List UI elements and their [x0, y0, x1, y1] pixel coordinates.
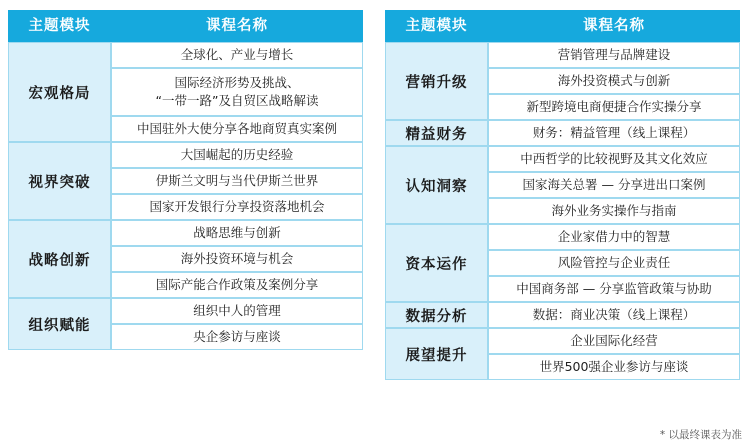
table-row: [385, 42, 740, 68]
left-curriculum-table: [8, 10, 363, 350]
module-cell: 营销升级: [385, 42, 488, 120]
course-cell: 大国崛起的历史经验: [111, 142, 363, 168]
course-cell: 中国驻外大使分享各地商贸真实案例: [111, 116, 363, 142]
header-module: 主题模块: [8, 10, 111, 42]
course-cell: 营销管理与品牌建设: [488, 42, 740, 68]
course-cell: 国际产能合作政策及案例分享: [111, 272, 363, 298]
module-cell: 宏观格局: [8, 42, 111, 142]
right-curriculum-table: [385, 10, 740, 380]
course-cell: 数据：商业决策（线上课程）: [488, 302, 740, 328]
course-cell: 企业家借力中的智慧: [488, 224, 740, 250]
left-table-body: [8, 42, 363, 350]
table-header-row: [8, 10, 363, 42]
course-cell: 财务：精益管理（线上课程）: [488, 120, 740, 146]
module-cell: 组织赋能: [8, 298, 111, 350]
module-cell: 资本运作: [385, 224, 488, 302]
course-cell: 组织中人的管理: [111, 298, 363, 324]
course-cell: 国家开发银行分享投资落地机会: [111, 194, 363, 220]
header-module: 主题模块: [385, 10, 488, 42]
table-header-row: [385, 10, 740, 42]
course-cell: 战略思维与创新: [111, 220, 363, 246]
table-row: [385, 302, 740, 328]
course-cell: 央企参访与座谈: [111, 324, 363, 350]
table-row: [385, 120, 740, 146]
table-row: [8, 42, 363, 68]
right-table-header: [385, 10, 740, 42]
table-row: [385, 224, 740, 250]
table-row: [385, 328, 740, 354]
table-row: [8, 220, 363, 246]
right-table-body: [385, 42, 740, 380]
table-row: [385, 146, 740, 172]
module-cell: 精益财务: [385, 120, 488, 146]
course-cell: 世界500强企业参访与座谈: [488, 354, 740, 380]
course-cell: 中国商务部 — 分享监管政策与协助: [488, 276, 740, 302]
course-cell: 国家海关总署 — 分享进出口案例: [488, 172, 740, 198]
footnote: * 以最终课表为准: [659, 429, 742, 441]
table-row: [8, 298, 363, 324]
table-row: [8, 142, 363, 168]
left-table-header: [8, 10, 363, 42]
course-cell: 海外业务实操作与指南: [488, 198, 740, 224]
course-cell: 风险管控与企业责任: [488, 250, 740, 276]
module-cell: 数据分析: [385, 302, 488, 328]
module-cell: 认知洞察: [385, 146, 488, 224]
course-cell: 海外投资模式与创新: [488, 68, 740, 94]
course-cell: 全球化、产业与增长: [111, 42, 363, 68]
course-cell: 伊斯兰文明与当代伊斯兰世界: [111, 168, 363, 194]
module-cell: 战略创新: [8, 220, 111, 298]
course-cell: 新型跨境电商便捷合作实操分享: [488, 94, 740, 120]
course-cell: 企业国际化经营: [488, 328, 740, 354]
module-cell: 视界突破: [8, 142, 111, 220]
course-cell: 中西哲学的比较视野及其文化效应: [488, 146, 740, 172]
right-table-wrapper: [385, 10, 740, 380]
left-table-wrapper: [8, 10, 363, 380]
course-cell: 海外投资环境与机会: [111, 246, 363, 272]
header-course: 课程名称: [111, 10, 363, 42]
header-course: 课程名称: [488, 10, 740, 42]
course-cell: 国际经济形势及挑战、 “一带一路”及自贸区战略解读: [111, 68, 363, 116]
module-cell: 展望提升: [385, 328, 488, 380]
